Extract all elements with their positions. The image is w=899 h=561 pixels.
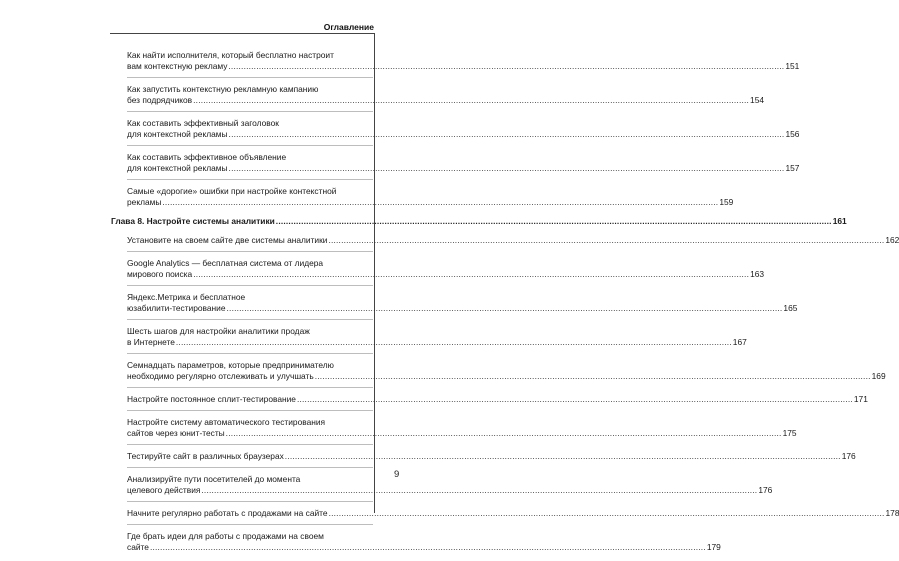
toc-entry: [111, 186, 373, 208]
toc-entry: [111, 118, 373, 140]
toc-entry-line: Установите на своем сайте две системы аналитики: [127, 235, 327, 246]
toc-entry-last-line: [127, 129, 373, 140]
toc-leader-dots: ............................................................................................................................................................................................................................: [276, 216, 832, 227]
toc-entry: [111, 508, 373, 519]
toc-leader-dots: ............................................................................................................................................................................................................................: [201, 485, 757, 496]
toc-page-number: 157: [785, 163, 799, 174]
toc-separator: [127, 179, 373, 180]
toc-entry-line: Google Analytics — бесплатная система от лидера: [127, 258, 373, 269]
toc-page-number: 165: [783, 303, 797, 314]
toc-entry-line: Как запустить контекстную рекламную кампанию: [127, 84, 373, 95]
page-number: 9: [394, 469, 399, 480]
toc-entry-line: Глава 8. Настройте системы аналитики: [111, 216, 275, 227]
toc-page-number: 161: [833, 216, 847, 227]
toc-entry-line: Как составить эффективный заголовок: [127, 118, 373, 129]
toc-entry-last-line: [127, 95, 373, 106]
table-of-contents: [111, 50, 373, 561]
toc-separator: [127, 111, 373, 112]
toc-entry-line: вам контекстную рекламу: [127, 61, 227, 72]
toc-entry: [111, 394, 373, 405]
toc-page-number: 169: [872, 371, 886, 382]
toc-separator: [127, 387, 373, 388]
toc-leader-dots: ............................................................................................................................................................................................................................: [297, 394, 853, 405]
toc-page-number: 171: [854, 394, 868, 405]
toc-entry: [111, 258, 373, 280]
toc-entry-last-line: [127, 394, 373, 405]
toc-entry: [111, 152, 373, 174]
toc-separator: [127, 251, 373, 252]
toc-separator: [127, 410, 373, 411]
toc-chapter-entry: [111, 216, 373, 227]
toc-leader-dots: ............................................................................................................................................................................................................................: [229, 129, 785, 140]
toc-entry-line: Настройте систему автоматического тестирования: [127, 417, 373, 428]
toc-leader-dots: ............................................................................................................................................................................................................................: [193, 95, 749, 106]
toc-entry-last-line: [127, 61, 373, 72]
toc-entry-line: сайте: [127, 542, 149, 553]
toc-page-number: 154: [750, 95, 764, 106]
toc-page-number: 163: [750, 269, 764, 280]
toc-entry-line: мирового поиска: [127, 269, 192, 280]
toc-entry-line: необходимо регулярно отслеживать и улучшать: [127, 371, 314, 382]
toc-entry-last-line: [111, 216, 373, 227]
toc-entry: [111, 292, 373, 314]
toc-separator: [127, 77, 373, 78]
toc-entry-line: Где брать идеи для работы с продажами на своем: [127, 531, 373, 542]
toc-leader-dots: ............................................................................................................................................................................................................................: [229, 163, 785, 174]
toc-entry-last-line: [127, 508, 373, 519]
toc-entry-last-line: [127, 451, 373, 462]
toc-entry-line: в Интернете: [127, 337, 175, 348]
toc-page-number: 179: [707, 542, 721, 553]
toc-entry-line: Яндекс.Метрика и бесплатное: [127, 292, 373, 303]
toc-entry-line: Настройте постоянное сплит-тестирование: [127, 394, 296, 405]
toc-entry-line: Семнадцать параметров, которые предпринимателю: [127, 360, 373, 371]
toc-page-number: 151: [785, 61, 799, 72]
toc-page-number: 175: [783, 428, 797, 439]
toc-page-number: 159: [719, 197, 733, 208]
toc-entry: [111, 235, 373, 246]
header-rule: [110, 33, 374, 34]
toc-entry-last-line: [127, 542, 373, 553]
toc-entry: [111, 531, 373, 553]
toc-separator: [127, 524, 373, 525]
toc-leader-dots: ............................................................................................................................................................................................................................: [285, 451, 841, 462]
toc-page-number: 178: [886, 508, 899, 519]
toc-page-number: 162: [885, 235, 899, 246]
toc-entry-last-line: [127, 371, 373, 382]
toc-entry-line: Как составить эффективное объявление: [127, 152, 373, 163]
toc-entry: [111, 326, 373, 348]
toc-entry-last-line: [127, 163, 373, 174]
toc-entry-line: Анализируйте пути посетителей до момента: [127, 474, 373, 485]
toc-entry-line: Начните регулярно работать с продажами на сайте: [127, 508, 328, 519]
toc-separator: [127, 444, 373, 445]
toc-entry: [111, 474, 373, 496]
toc-leader-dots: ............................................................................................................................................................................................................................: [162, 197, 718, 208]
toc-entry-line: Тестируйте сайт в различных браузерах: [127, 451, 284, 462]
toc-leader-dots: ............................................................................................................................................................................................................................: [150, 542, 706, 553]
toc-page-number: 167: [733, 337, 747, 348]
toc-page-number: 156: [785, 129, 799, 140]
toc-entry-last-line: [127, 235, 373, 246]
toc-separator: [127, 353, 373, 354]
toc-separator: [127, 145, 373, 146]
toc-leader-dots: ............................................................................................................................................................................................................................: [226, 428, 782, 439]
toc-entry-last-line: [127, 197, 373, 208]
toc-entry-last-line: [127, 485, 373, 496]
toc-entry-line: рекламы: [127, 197, 161, 208]
toc-entry-line: Как найти исполнителя, который бесплатно настроит: [127, 50, 373, 61]
toc-entry-line: Самые «дорогие» ошибки при настройке контекстной: [127, 186, 373, 197]
toc-leader-dots: ............................................................................................................................................................................................................................: [176, 337, 732, 348]
toc-separator: [127, 501, 373, 502]
toc-entry: [111, 360, 373, 382]
toc-leader-dots: ............................................................................................................................................................................................................................: [329, 508, 885, 519]
toc-entry-last-line: [127, 303, 373, 314]
toc-entry: [111, 451, 373, 462]
toc-page-number: 176: [758, 485, 772, 496]
toc-entry-last-line: [127, 337, 373, 348]
toc-entry-line: для контекстной рекламы: [127, 163, 228, 174]
toc-entry-line: Шесть шагов для настройки аналитики продаж: [127, 326, 373, 337]
toc-leader-dots: ............................................................................................................................................................................................................................: [328, 235, 884, 246]
toc-separator: [127, 319, 373, 320]
toc-entry-line: целевого действия: [127, 485, 200, 496]
toc-entry-line: сайтов через юнит-тесты: [127, 428, 225, 439]
toc-entry-line: для контекстной рекламы: [127, 129, 228, 140]
toc-entry-line: без подрядчиков: [127, 95, 192, 106]
toc-entry-last-line: [127, 269, 373, 280]
toc-entry: [111, 84, 373, 106]
toc-entry: [111, 50, 373, 72]
toc-entry-last-line: [127, 428, 373, 439]
toc-leader-dots: ............................................................................................................................................................................................................................: [193, 269, 749, 280]
toc-entry-line: юзабилити-тестирование: [127, 303, 226, 314]
toc-leader-dots: ............................................................................................................................................................................................................................: [315, 371, 871, 382]
toc-separator: [127, 285, 373, 286]
toc-entry: [111, 417, 373, 439]
toc-page-number: 176: [842, 451, 856, 462]
toc-separator: [127, 467, 373, 468]
toc-leader-dots: ............................................................................................................................................................................................................................: [228, 61, 784, 72]
running-header-title: Оглавление: [324, 22, 374, 32]
toc-leader-dots: ............................................................................................................................................................................................................................: [227, 303, 783, 314]
